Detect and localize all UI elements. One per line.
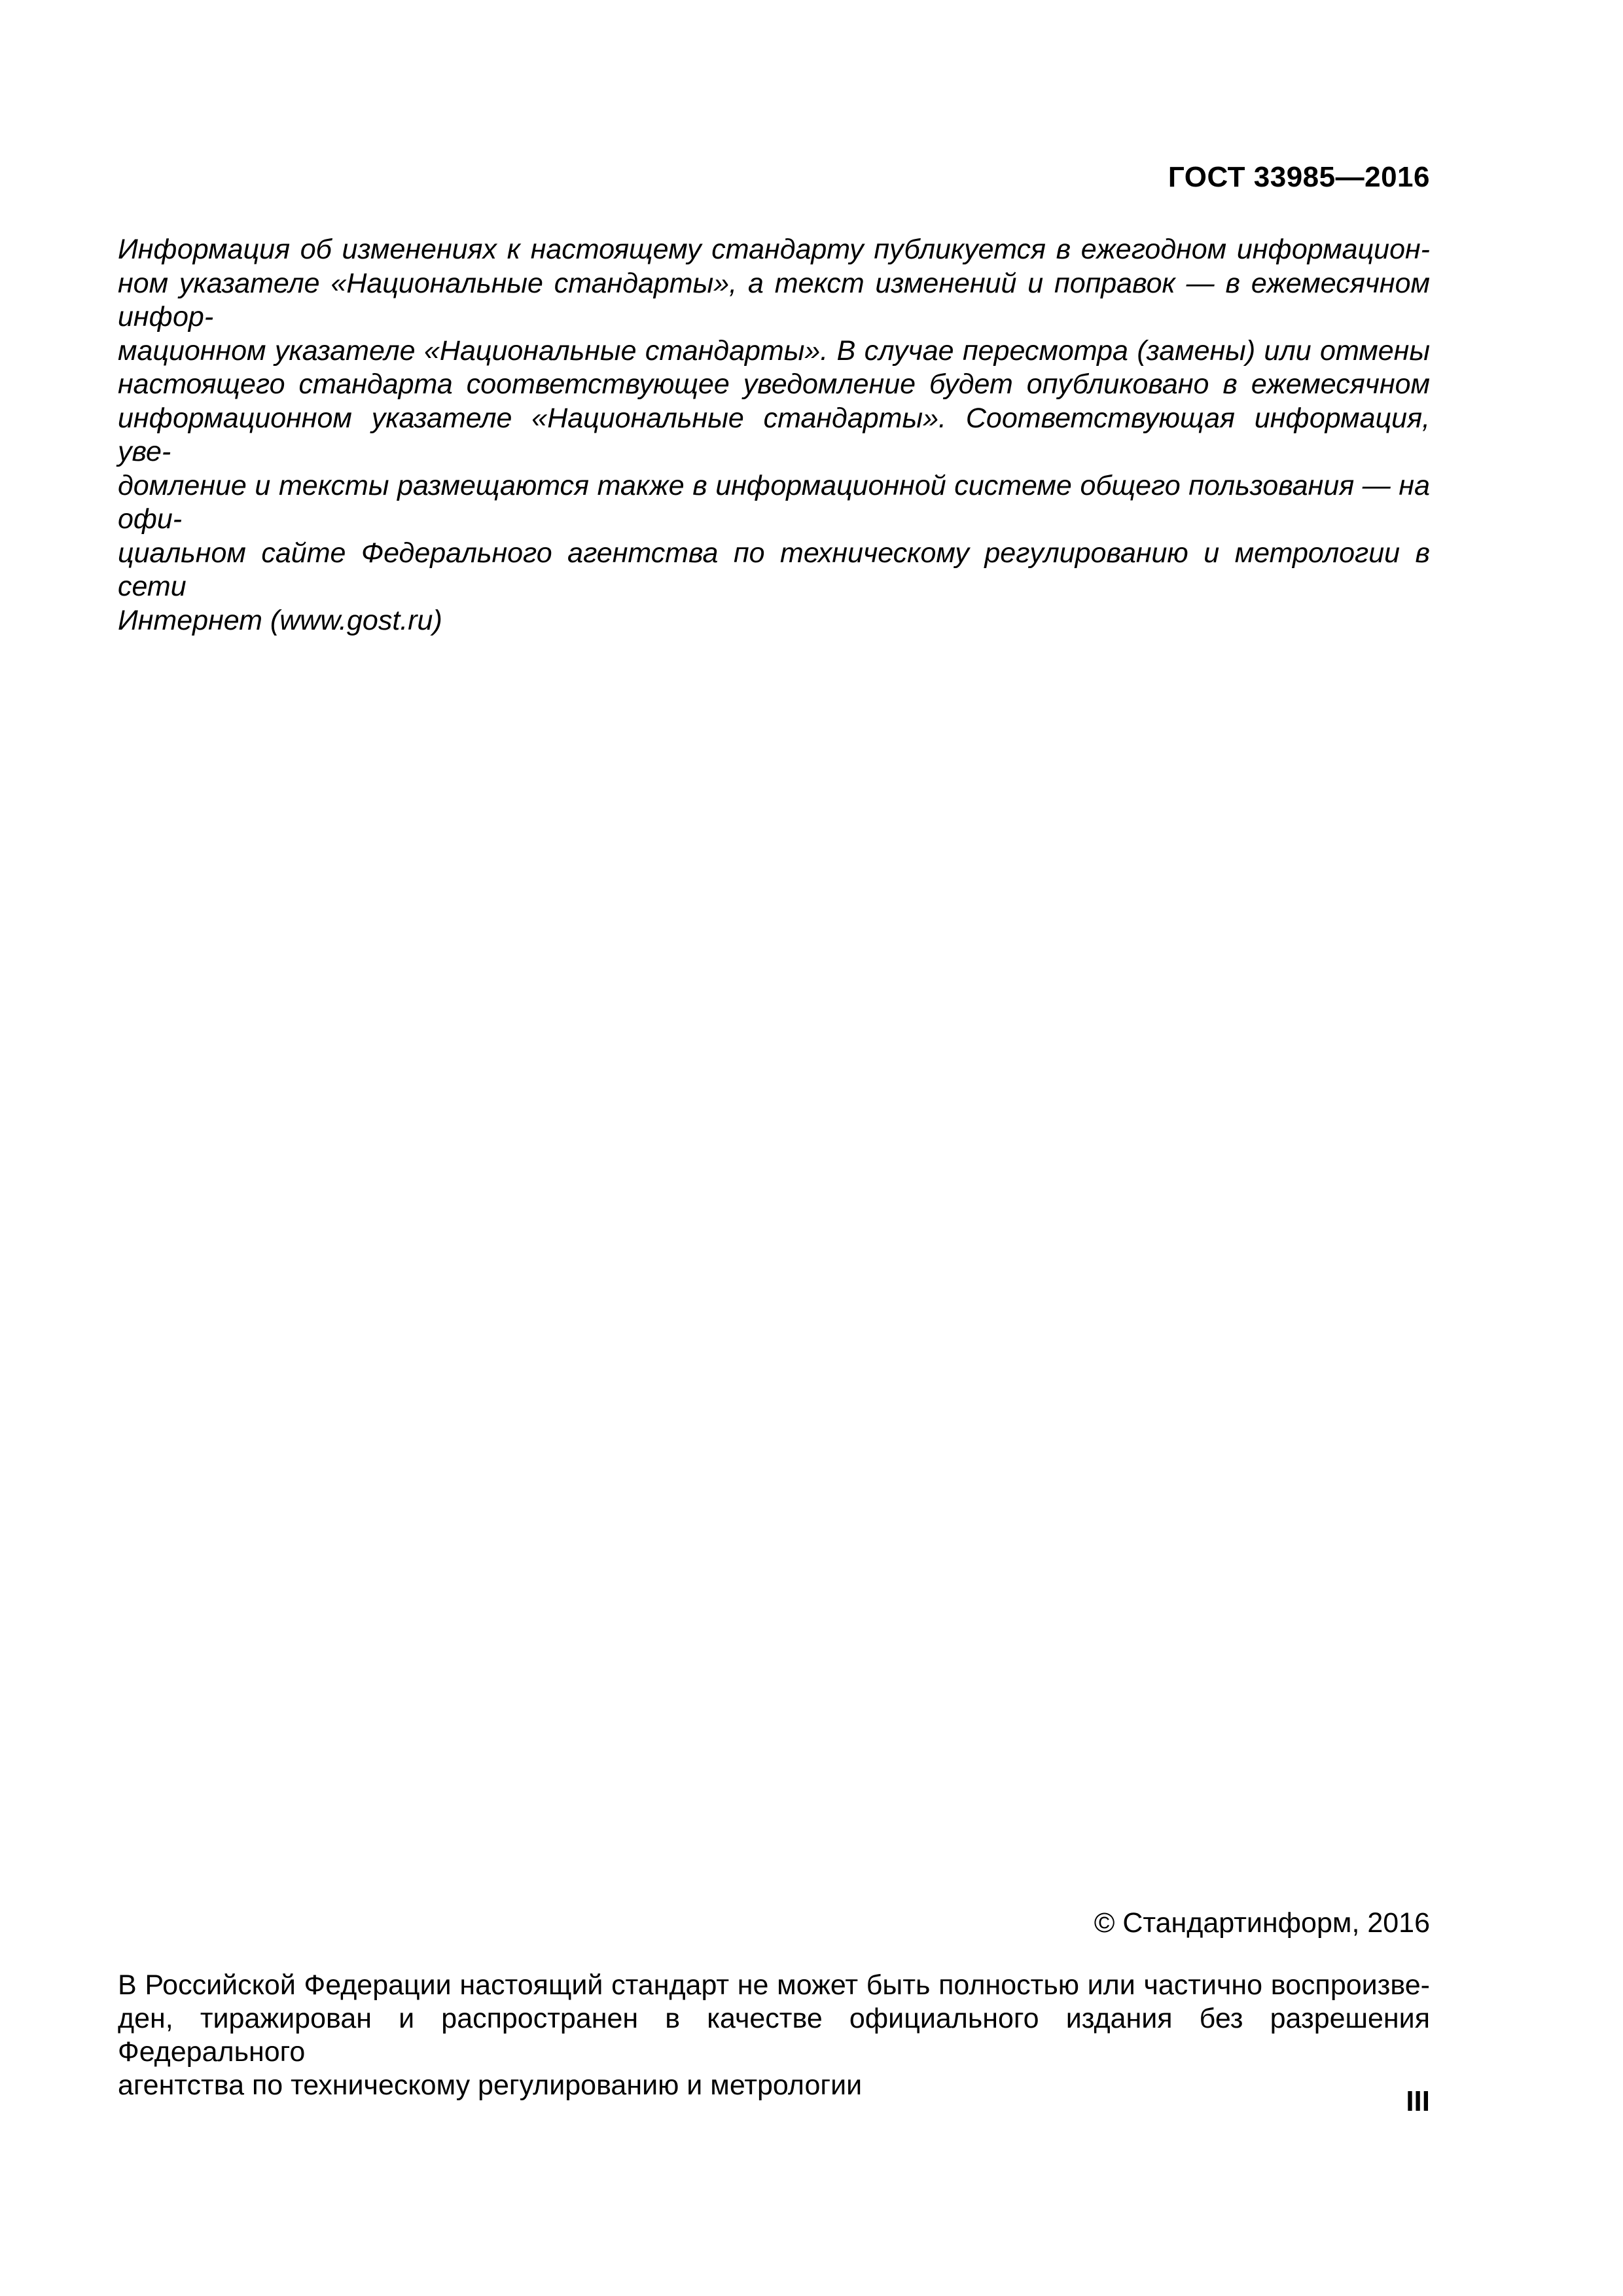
reproduction-restriction-paragraph [118, 1969, 1430, 2102]
restriction-line: ден, тиражирован и распространен в качестве официального издания без разрешения Федерального [118, 2003, 1430, 2068]
notice-line: циальном сайте Федерального агентства по техническому регулированию и метрологии в сети [118, 537, 1430, 602]
changes-notice-paragraph [118, 233, 1430, 637]
standard-code-header: ГОСТ 33985—2016 [1168, 161, 1430, 193]
page-number: III [1406, 2085, 1430, 2117]
notice-line: мационном указателе «Национальные стандарты». В случае пересмотра (замены) или отмены [118, 334, 1430, 367]
notice-line: настоящего стандарта соответствующее уведомление будет опубликовано в ежемесячном [118, 368, 1430, 400]
restriction-line: агентства по техническому регулированию и метрологии [118, 2070, 863, 2101]
notice-line: домление и тексты размещаются также в информационной системе общего пользования — на офи- [118, 469, 1430, 535]
notice-line: Информация об изменениях к настоящему стандарту публикуется в ежегодном информацион- [118, 234, 1430, 265]
notice-line: информационном указателе «Национальные стандарты». Соответствующая информация, уве- [118, 402, 1430, 467]
notice-line: Интернет (www.gost.ru) [118, 604, 442, 636]
notice-line: ном указателе «Национальные стандарты», а текст изменений и поправок — в ежемесячном инфор- [118, 267, 1430, 332]
restriction-line: В Российской Федерации настоящий стандарт не может быть полностью или частично воспроизве- [118, 1969, 1430, 2001]
copyright-notice: © Стандартинформ, 2016 [1094, 1907, 1430, 1939]
